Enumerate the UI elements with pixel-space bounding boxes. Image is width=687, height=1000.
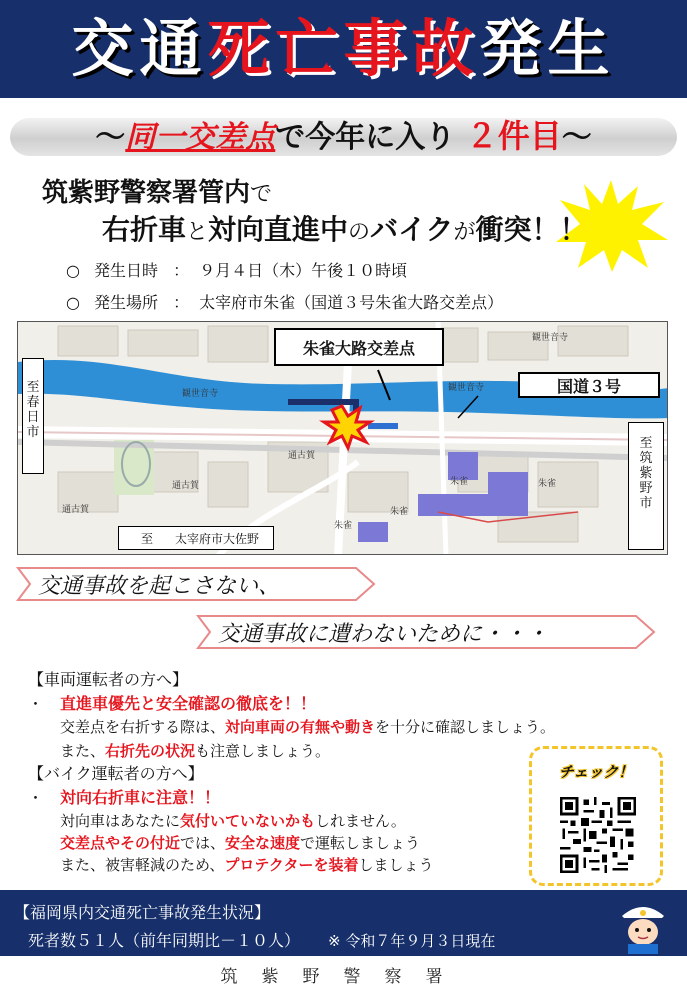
- bullet: ・: [28, 695, 44, 713]
- header-title-char: 亡: [275, 12, 344, 85]
- slogan-1: [16, 566, 376, 602]
- bikers-heading: 【バイク運転者の方へ】: [28, 764, 204, 783]
- drivers-heading: 【車両運転者の方へ】: [28, 670, 189, 689]
- headline-particle-to: と: [186, 220, 209, 245]
- detail-label: 発生日時: [94, 261, 159, 280]
- subtitle-prefix: ～: [95, 120, 126, 155]
- place-label: 観世音寺: [448, 383, 485, 393]
- header-title: [71, 12, 616, 85]
- detail-label: 発生場所: [94, 293, 159, 312]
- subtitle-suffix: ～: [561, 120, 592, 155]
- detail-bullet: ○: [66, 293, 80, 312]
- headline-line1: [42, 172, 272, 209]
- subtitle-text: [95, 111, 591, 157]
- place-label: 観世音寺: [532, 333, 569, 343]
- intersection-callout: 朱雀大路交差点: [274, 328, 444, 366]
- header-title-char: 交: [71, 12, 140, 85]
- place-label: 通古賀: [62, 505, 90, 515]
- subtitle-middle: で今年に入り: [275, 120, 456, 155]
- headline-particle-ga: が: [453, 220, 476, 245]
- check-box: [529, 746, 663, 886]
- subtitle-band: [0, 104, 687, 164]
- drivers-line-2: [60, 744, 330, 759]
- emphasis: 交差点やその付近: [60, 834, 181, 852]
- emphasis: 対向車両の有無や動き: [225, 718, 376, 736]
- status-deaths: 死者数５１人（前年同期比－１０人）: [28, 931, 301, 950]
- status-as-of: ※ 令和７年９月３日現在: [328, 932, 496, 950]
- text: では、: [180, 834, 226, 852]
- accident-map: [17, 321, 668, 555]
- drivers-point-row: [28, 696, 316, 712]
- bikers-line-1: [60, 814, 406, 829]
- detail-separator: ：: [173, 293, 190, 312]
- detail-separator: ：: [173, 261, 190, 280]
- header-title-char: 生: [547, 12, 616, 85]
- header-title-char: 事: [343, 12, 412, 85]
- drivers-point: 直進車優先と安全確認の徹底を！！: [60, 694, 317, 713]
- text: 対向車はあなたに: [60, 812, 181, 830]
- direction-left-label: 至 春日市: [26, 380, 40, 440]
- subtitle-emphasis: 同一交差点: [125, 120, 276, 155]
- headline-collision: 衝突！！: [475, 213, 588, 246]
- status-title: 【福岡県内交通死亡事故発生状況】: [14, 903, 271, 922]
- header-title-char: 死: [207, 12, 276, 85]
- headline-line2: [102, 208, 588, 248]
- place-label: 朱雀: [450, 477, 469, 487]
- detail-value: ９月４日（木）午後１０時頃: [199, 261, 408, 280]
- headline-right-turn: 右折車: [102, 213, 187, 246]
- police-mascot-icon: [616, 896, 670, 954]
- bullet: ・: [28, 789, 44, 807]
- text: で運転しましょう: [300, 834, 421, 852]
- detail-bullet: ○: [66, 261, 80, 280]
- bikers-line-3: [60, 858, 434, 873]
- text: も注意しましょう。: [195, 742, 331, 760]
- place-label: 通古賀: [172, 481, 200, 491]
- slogan-2: [196, 614, 656, 650]
- headline-oncoming: 対向直進中: [208, 213, 349, 246]
- direction-right-label: 至 筑紫野市: [639, 436, 653, 511]
- subtitle-count: ２件目: [465, 117, 562, 155]
- headline-station: 筑紫野警察署管内: [42, 178, 251, 208]
- qr-code[interactable]: [560, 797, 636, 873]
- direction-bottom-label: 太宰府市大佐野: [175, 531, 260, 546]
- place-label: 朱雀: [538, 479, 557, 489]
- drivers-line-1: [60, 720, 555, 735]
- direction-left: [22, 358, 44, 474]
- text: また、: [60, 742, 106, 760]
- place-label: 観世音寺: [182, 389, 219, 399]
- slogan-1-text: 交通事故を起こさない、: [38, 573, 281, 599]
- detail-date: [66, 258, 407, 281]
- place-label: 朱雀: [390, 507, 409, 517]
- emphasis: 右折先の状況: [105, 742, 196, 760]
- detail-value: 太宰府市朱雀（国道３号朱雀大路交差点）: [199, 293, 504, 312]
- text: しましょう: [358, 856, 434, 874]
- text: また、被害軽減のため、: [60, 856, 225, 874]
- header-title-char: 通: [139, 12, 208, 85]
- status-line: [28, 928, 495, 951]
- slogan-2-text: 交通事故に遭わないために・・・: [218, 621, 549, 647]
- place-label: 通古賀: [288, 451, 316, 461]
- emphasis: 気付いていないかも: [180, 812, 316, 830]
- detail-place: [66, 290, 503, 313]
- headline-particle: で: [250, 182, 273, 207]
- route-callout: 国道３号: [518, 372, 660, 398]
- text: 交差点を右折する際は、: [60, 718, 226, 736]
- bikers-point-row: [28, 790, 220, 806]
- headline-bike: バイク: [370, 213, 454, 246]
- header-title-char: 故: [411, 12, 480, 85]
- check-label: チェック！: [558, 763, 634, 781]
- text: を十分に確認しましょう。: [375, 718, 556, 736]
- place-label: 朱雀: [334, 521, 353, 531]
- emphasis: 安全な速度: [225, 834, 301, 852]
- bikers-line-2: [60, 836, 420, 851]
- text: しれません。: [315, 812, 406, 830]
- direction-right: [628, 422, 664, 550]
- headline-particle-no: の: [348, 220, 371, 245]
- direction-bottom-prefix: 至: [141, 531, 154, 546]
- direction-bottom: [118, 526, 274, 550]
- emphasis: プロテクターを装着: [224, 856, 359, 874]
- signature: 筑紫野警察署: [220, 967, 467, 987]
- bikers-point: 対向右折車に注意！！: [60, 788, 221, 807]
- status-banner: [0, 890, 687, 956]
- header-banner: [0, 0, 687, 98]
- header-title-char: 発: [479, 12, 548, 85]
